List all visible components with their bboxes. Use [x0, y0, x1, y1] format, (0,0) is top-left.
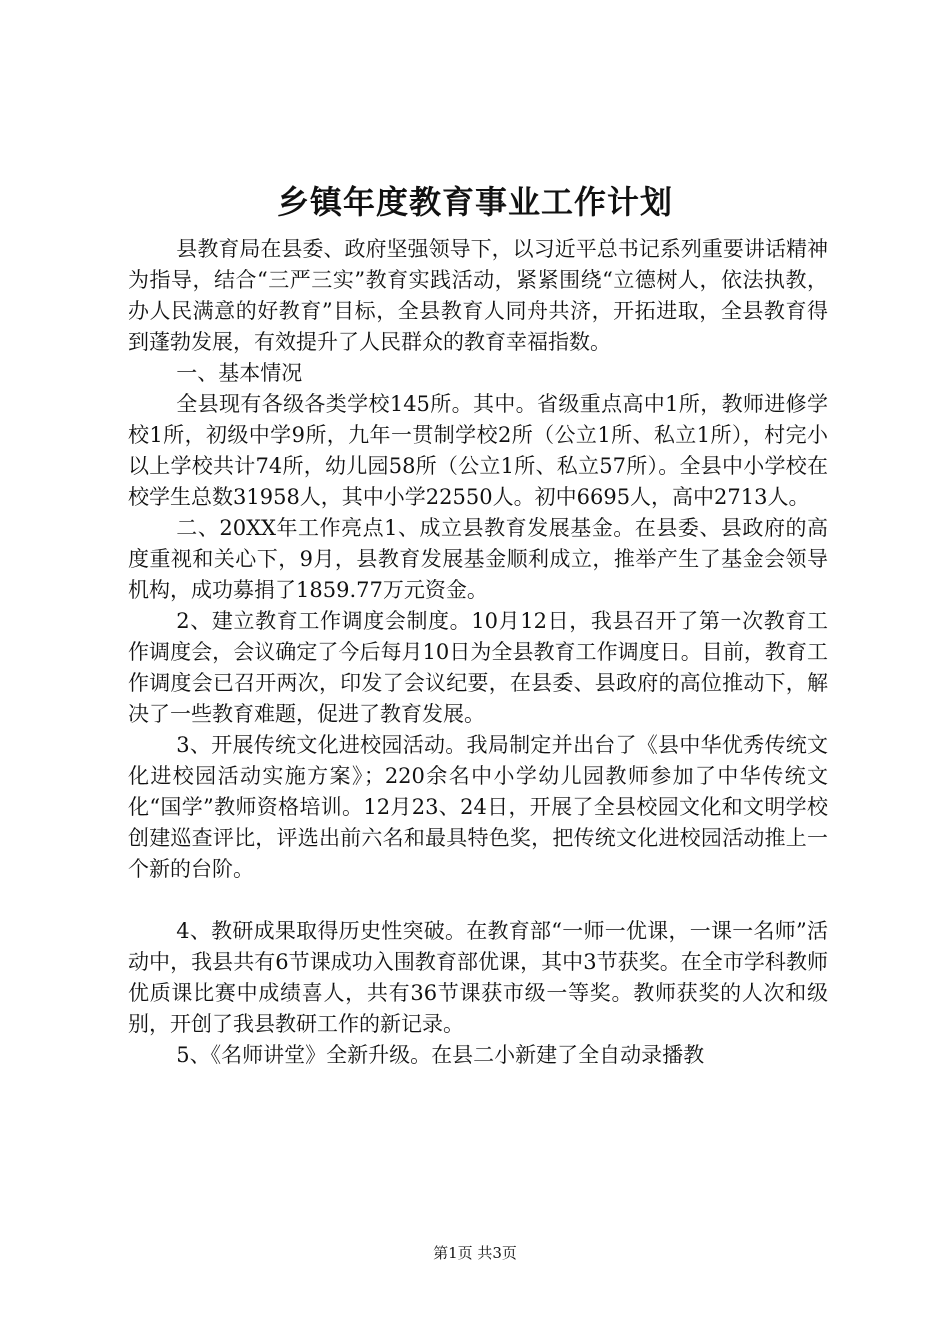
section-heading-basic: 一、基本情况: [176, 361, 303, 385]
page-footer: 第1页 共3页: [433, 1244, 517, 1262]
paragraph-basic-situation: 全县现有各级各类学校145所。其中。省级重点高中1所，教师进修学校1所，初级中学9所，九年一贯制学校2所（公立1所、私立1所），村完小以上学校共计74所，幼儿园58所（公立1所、私立57所）。全县中小学校在校学生总数31958人，其中小学22550人。初中6695人，高中2713人。: [128, 392, 828, 509]
paragraph-intro: 县教育局在县委、政府坚强领导下，以习近平总书记系列重要讲话精神为指导，结合“三严三实”教育实践活动，紧紧围绕“立德树人，依法执教，办人民满意的好教育”目标，全县教育人同舟共济，开拓进取，全县教育得到蓬勃发展，有效提升了人民群众的教育幸福指数。: [128, 237, 828, 354]
paragraph-highlight-5: 5、《名师讲堂》全新升级。在县二小新建了全自动录播教: [176, 1043, 705, 1067]
paragraph-highlight-2: 2、建立教育工作调度会制度。10月12日，我县召开了第一次教育工作调度会，会议确定了今后每月10日为全县教育工作调度日。目前，教育工作调度会已召开两次，印发了会议纪要，在县委、县政府的高位推动下，解决了一些教育难题，促进了教育发展。: [128, 609, 828, 726]
document-title: 乡镇年度教育事业工作计划: [276, 183, 673, 221]
document-body: [128, 234, 828, 1071]
paragraph-highlight-1: 二、20XX年工作亮点1、成立县教育发展基金。在县委、县政府的高度重视和关心下，9月，县教育发展基金顺利成立，推举产生了基金会领导机构，成功募捐了1859.77万元资金。: [128, 516, 828, 602]
paragraph-highlight-3: 3、开展传统文化进校园活动。我局制定并出台了《县中华优秀传统文化进校园活动实施方案》；220余名中小学幼儿园教师参加了中华传统文化“国学”教师资格培训。12月23、24日，开展了全县校园文化和文明学校创建巡查评比，评选出前六名和最具特色奖，把传统文化进校园活动推上一个新的台阶。: [128, 733, 828, 881]
paragraph-highlight-4: 4、教研成果取得历史性突破。在教育部“一师一优课，一课一名师”活动中，我县共有6节课成功入围教育部优课，其中3节获奖。在全市学科教师优质课比赛中成绩喜人，共有36节课获市级一等奖。教师获奖的人次和级别，开创了我县教研工作的新记录。: [128, 919, 828, 1036]
